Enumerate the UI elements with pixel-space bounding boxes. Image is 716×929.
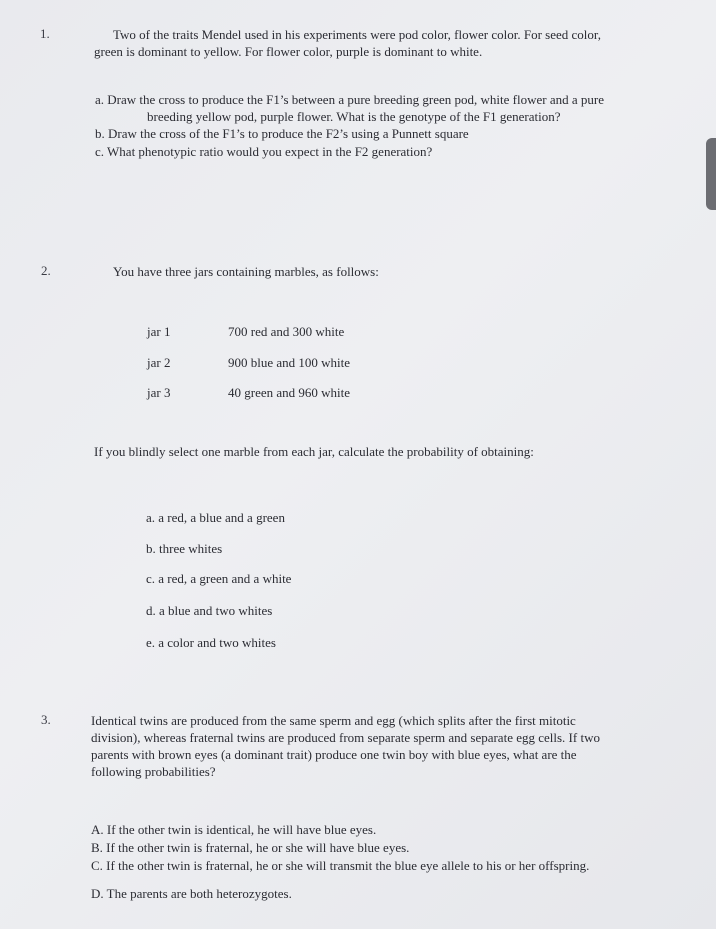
question-3-paragraph-line-2: division), whereas fraternal twins are produced from separate sperm and separate egg cells. If two — [91, 730, 600, 745]
question-3-paragraph-line-3: parents with brown eyes (a dominant trait) produce one twin boy with blue eyes, what are the — [91, 747, 577, 762]
question-2-intro: You have three jars containing marbles, as follows: — [113, 264, 379, 279]
question-3-option-b: B. If the other twin is fraternal, he or she will have blue eyes. — [91, 840, 410, 855]
question-1-intro-line-2: green is dominant to yellow. For flower color, purple is dominant to white. — [94, 44, 483, 59]
jar-3-name: jar 3 — [147, 385, 171, 400]
question-2-option-a: a. a red, a blue and a green — [146, 510, 285, 525]
page-edge-tab — [706, 138, 716, 210]
question-1-part-b: b. Draw the cross of the F1’s to produce the F2’s using a Punnett square — [95, 126, 469, 141]
question-1-part-c: c. What phenotypic ratio would you expect in the F2 generation? — [95, 144, 433, 159]
jar-2-contents: 900 blue and 100 white — [228, 355, 351, 370]
question-2-option-d: d. a blue and two whites — [146, 603, 273, 618]
question-1-intro-line-1: Two of the traits Mendel used in his experiments were pod color, flower color. For seed color, — [113, 27, 601, 42]
question-2-option-e: e. a color and two whites — [146, 635, 276, 650]
question-2-option-c: c. a red, a green and a white — [146, 571, 292, 586]
question-3-option-c: C. If the other twin is fraternal, he or she will transmit the blue eye allele to his or her offspring. — [91, 858, 590, 873]
question-2-option-b: b. three whites — [146, 541, 223, 556]
question-3-option-a: A. If the other twin is identical, he will have blue eyes. — [91, 822, 377, 837]
question-3-option-d: D. The parents are both heterozygotes. — [91, 886, 292, 901]
question-1-number: 1. — [40, 26, 50, 41]
question-3-paragraph-line-4: following probabilities? — [91, 764, 216, 779]
question-3-number: 3. — [41, 712, 51, 727]
jar-3-contents: 40 green and 960 white — [228, 385, 351, 400]
question-2-prompt: If you blindly select one marble from each jar, calculate the probability of obtaining: — [94, 444, 534, 459]
jar-2-name: jar 2 — [147, 355, 171, 370]
question-2-number: 2. — [41, 263, 51, 278]
question-1-part-a-line-1: a. Draw the cross to produce the F1’s between a pure breeding green pod, white flower and a pure — [95, 92, 604, 107]
jar-1-name: jar 1 — [147, 324, 171, 339]
question-1-part-a-line-2: breeding yellow pod, purple flower. What is the genotype of the F1 generation? — [147, 109, 561, 124]
jar-1-contents: 700 red and 300 white — [228, 324, 345, 339]
question-3-paragraph-line-1: Identical twins are produced from the same sperm and egg (which splits after the first mitotic — [91, 713, 576, 728]
